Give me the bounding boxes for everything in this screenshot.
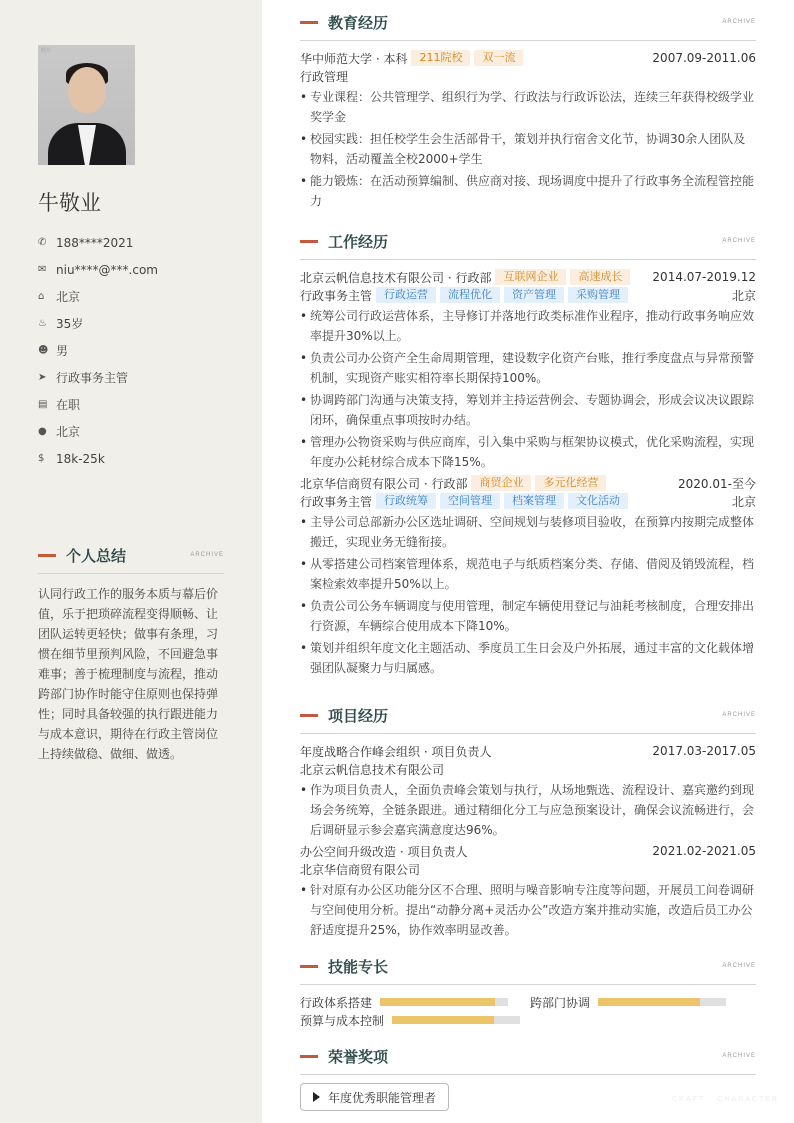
face-icon: ☻ bbox=[38, 345, 49, 356]
company-name: 北京华信商贸有限公司 · 行政部 bbox=[300, 476, 468, 491]
summary-text: 认同行政工作的服务本质与幕后价值，乐于把琐碎流程变得顺畅、让团队运转更轻快；做事有条理，习惯在细节里预判风险，不回避急事难事；善于梳理制度与流程，推动跨部门协作时能守住原则也保持弹性；同时具备较强的执行跟进能力与成本意识，期待在行政主管岗位上持续做稳、做细、做透。 bbox=[38, 587, 219, 761]
skill-tag: 空间管理 bbox=[440, 493, 500, 509]
skill-name: 跨部门协调 bbox=[530, 995, 591, 1010]
skills-title: 技能专长 bbox=[328, 957, 389, 976]
work-title: 工作经历 bbox=[328, 232, 389, 251]
gender-text: 男 bbox=[56, 344, 69, 358]
job-bullet: • 负责公司办公资产全生命周期管理，建设数字化资产台账，推行季度盘点与异常预警机制，实现资产账实相符率长期保持100%。 bbox=[300, 348, 756, 388]
profile-name: 牛敬业 bbox=[38, 191, 101, 215]
education-bullet: • 能力锻炼：在活动预算编制、供应商对接、现场调度中提升了行政事务全流程管控能力 bbox=[300, 171, 756, 211]
cake-icon: ♨ bbox=[38, 318, 47, 329]
job-bullet: • 统筹公司行政运营体系，主导修订并落地行政类标准作业程序，推动行政事务响应效率提升30%以上。 bbox=[300, 306, 756, 346]
school-tag: 双一流 bbox=[474, 50, 523, 66]
job-bullet: • 从零搭建公司档案管理体系，规范电子与纸质档案分类、存储、借阅及销毁流程，档案检索效率提升50%以上。 bbox=[300, 554, 756, 594]
education-date: 2007.09-2011.06 bbox=[652, 51, 756, 65]
position-row bbox=[38, 364, 158, 391]
job-role: 行政事务主管 bbox=[300, 494, 373, 509]
work-section bbox=[300, 231, 756, 680]
project-date: 2021.02-2021.05 bbox=[652, 844, 756, 858]
phone-icon: ✆ bbox=[38, 237, 47, 248]
company-tag: 互联网企业 bbox=[495, 269, 566, 285]
skill-tag: 资产管理 bbox=[504, 287, 564, 303]
education-title: 教育经历 bbox=[328, 13, 389, 32]
job-date: 2014.07-2019.12 bbox=[652, 270, 756, 284]
age-text: 35岁 bbox=[56, 317, 84, 331]
job-date: 2020.01-至今 bbox=[678, 476, 756, 491]
money-icon: $ bbox=[38, 453, 45, 464]
job-bullet: • 主导公司总部新办公区选址调研、空间规划与装修项目验收，在预算内按期完成整体搬迁，实现业务无缝衔接。 bbox=[300, 512, 756, 552]
watermark: CRAFT · CHARACTER bbox=[672, 1096, 779, 1103]
education-archive: ARCHIVE bbox=[722, 19, 756, 25]
location-text: 北京 bbox=[56, 290, 81, 304]
company-tag: 商贸企业 bbox=[471, 475, 531, 491]
photo-tag: 照片 bbox=[41, 48, 52, 54]
education-bullet: • 校园实践：担任校学生会生活部骨干，策划并执行宿舍文化节，协调30余人团队及物料，活动覆盖全校2000+学生 bbox=[300, 129, 756, 169]
honors-archive: ARCHIVE bbox=[722, 1053, 756, 1059]
skill-bar bbox=[392, 1016, 520, 1024]
award-item bbox=[300, 1083, 449, 1111]
skill-tag: 行政运营 bbox=[376, 287, 436, 303]
briefcase-icon: ▤ bbox=[38, 399, 48, 410]
skill-bar-fill bbox=[380, 998, 495, 1006]
projects-title: 项目经历 bbox=[328, 706, 389, 725]
salary-row bbox=[38, 445, 158, 472]
skill-bar-fill bbox=[598, 998, 700, 1006]
summary-title: 个人总结 bbox=[66, 546, 127, 565]
skill-name: 预算与成本控制 bbox=[300, 1013, 385, 1028]
target-city-row bbox=[38, 418, 158, 445]
email-row bbox=[38, 256, 158, 283]
phone-text: 188****2021 bbox=[56, 235, 134, 250]
skill-name: 行政体系搭建 bbox=[300, 995, 373, 1010]
job-city: 北京 bbox=[731, 494, 756, 509]
salary-text: 18k-25k bbox=[56, 451, 105, 466]
project-date: 2017.03-2017.05 bbox=[652, 744, 756, 758]
pin-icon: ● bbox=[38, 426, 47, 437]
projects-section bbox=[300, 705, 756, 942]
job-bullet: • 协调跨部门沟通与决策支持，筹划并主持运营例会、专题协调会，形成会议决议跟踪闭环，确保重点事项按时办结。 bbox=[300, 390, 756, 430]
project-name: 年度战略合作峰会组织 · 项目负责人 bbox=[300, 744, 492, 759]
skill-tag: 档案管理 bbox=[504, 493, 564, 509]
contact-info bbox=[38, 229, 158, 472]
skill-tag: 行政统筹 bbox=[376, 493, 436, 509]
job-bullet: • 策划并组织年度文化主题活动、季度员工生日会及户外拓展，通过丰富的文化载体增强团队凝聚力与归属感。 bbox=[300, 638, 756, 678]
company-tag: 高速成长 bbox=[570, 269, 630, 285]
skill-bar bbox=[380, 998, 508, 1006]
project-org: 北京华信商贸有限公司 bbox=[300, 862, 421, 877]
summary-section bbox=[38, 545, 224, 764]
send-icon: ➤ bbox=[38, 372, 47, 383]
company-tag: 多元化经营 bbox=[535, 475, 606, 491]
project-name: 办公空间升级改造 · 项目负责人 bbox=[300, 844, 468, 859]
award-name: 年度优秀职能管理者 bbox=[328, 1090, 437, 1105]
project-org: 北京云帆信息技术有限公司 bbox=[300, 762, 445, 777]
skill-bar bbox=[598, 998, 726, 1006]
skill-tag: 采购管理 bbox=[568, 287, 628, 303]
target-city-text: 北京 bbox=[56, 425, 81, 439]
project-bullet: • 针对原有办公区功能分区不合理、照明与噪音影响专注度等问题，开展员工问卷调研与空间使用分析。提出“动静分离+灵活办公”改造方案并推动实施，改造后员工办公舒适度提升25%，协作效率明显改善。 bbox=[300, 880, 756, 940]
company-name: 北京云帆信息技术有限公司 · 行政部 bbox=[300, 270, 492, 285]
job-city: 北京 bbox=[731, 288, 756, 303]
projects-archive: ARCHIVE bbox=[722, 712, 756, 718]
education-section bbox=[300, 12, 756, 213]
honors-title: 荣誉奖项 bbox=[328, 1047, 389, 1066]
mail-icon: ✉ bbox=[38, 264, 47, 275]
skill-item bbox=[300, 993, 530, 1011]
project-bullet: • 作为项目负责人，全面负责峰会策划与执行，从场地甄选、流程设计、嘉宾邀约到现场会务统筹，全链条跟进。通过精细化分工与应急预案设计，确保会议流畅进行，会后调研显示参会嘉宾满意度达96%。 bbox=[300, 780, 756, 840]
email-text: niu****@***.com bbox=[56, 262, 158, 277]
play-icon bbox=[313, 1092, 320, 1102]
location-row bbox=[38, 283, 158, 310]
education-bullet: • 专业课程：公共管理学、组织行为学、行政法与行政诉讼法，连续三年获得校级学业奖学金 bbox=[300, 87, 756, 127]
work-archive: ARCHIVE bbox=[722, 238, 756, 244]
status-row bbox=[38, 391, 158, 418]
home-icon: ⌂ bbox=[38, 291, 45, 302]
school-tag: 211院校 bbox=[411, 50, 470, 66]
phone-row bbox=[38, 229, 158, 256]
major: 行政管理 bbox=[300, 69, 349, 84]
summary-archive: ARCHIVE bbox=[190, 552, 224, 558]
age-row bbox=[38, 310, 158, 337]
skills-archive: ARCHIVE bbox=[722, 963, 756, 969]
skill-tag: 流程优化 bbox=[440, 287, 500, 303]
job-bullet: • 管理办公物资采购与供应商库，引入集中采购与框架协议模式，优化采购流程，实现年度办公耗材综合成本下降15%。 bbox=[300, 432, 756, 472]
gender-row bbox=[38, 337, 158, 364]
skills-section bbox=[300, 956, 756, 1030]
skill-item bbox=[530, 993, 726, 1011]
status-text: 在职 bbox=[56, 398, 81, 412]
position-text: 行政事务主管 bbox=[56, 371, 129, 385]
skill-tag: 文化活动 bbox=[568, 493, 628, 509]
school-name: 华中师范大学 · 本科 bbox=[300, 51, 408, 66]
skill-item bbox=[300, 1011, 520, 1029]
sidebar bbox=[0, 0, 262, 1123]
job-role: 行政事务主管 bbox=[300, 288, 373, 303]
job-bullet: • 负责公司公务车辆调度与使用管理，制定车辆使用登记与油耗考核制度，合理安排出行资源，车辆综合使用成本下降10%。 bbox=[300, 596, 756, 636]
profile-photo bbox=[38, 45, 135, 165]
skill-bar-fill bbox=[392, 1016, 494, 1024]
